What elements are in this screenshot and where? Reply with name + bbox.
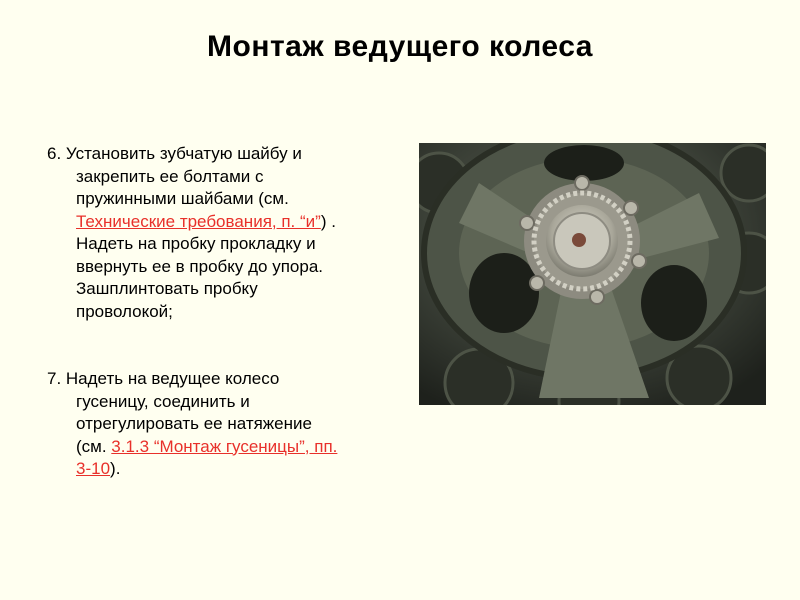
step-6-line-3: пружинными шайбами (см. (76, 189, 289, 208)
step-6-number: 6. (47, 144, 66, 163)
step-7-line-1: 7. Надеть на ведущее колесо (47, 369, 280, 388)
track-assembly-link[interactable]: 3.1.3 “Монтаж гусеницы”, пп. (111, 436, 338, 456)
step-6-line-2: закрепить ее болтами с (76, 166, 264, 186)
step-7-line-2: гусеницу, соединить и (76, 391, 250, 411)
step-6-link-line: Технические требования, п. “и”) . (76, 211, 336, 231)
sprocket-wheel-photo (419, 143, 766, 405)
step-7-number: 7. (47, 369, 66, 388)
step-7 (47, 368, 402, 481)
instruction-list (47, 143, 402, 481)
sprocket-wheel-icon (419, 143, 766, 405)
slide-title: Монтаж ведущего колеса (207, 30, 593, 63)
step-6-line-6: ввернуть ее в пробку до упора. (76, 256, 324, 276)
step-6-line-1: 6. Установить зубчатую шайбу и (47, 144, 302, 163)
step-7-line-3: отрегулировать ее натяжение (76, 414, 312, 433)
step-6-line-8: проволокой; (76, 301, 173, 321)
tech-requirements-link[interactable]: Технические требования, п. “и” (76, 211, 321, 231)
step-6 (47, 143, 402, 323)
track-assembly-link-cont[interactable]: 3-10 (76, 459, 111, 478)
step-7-link-line: (см. 3.1.3 “Монтаж гусеницы”, пп. (76, 436, 338, 456)
step-7-line-5: 3-10). (76, 459, 121, 478)
step-6-line-5: Надеть на пробку прокладку и (76, 234, 316, 253)
step-6-line-7: Зашплинтовать пробку (76, 279, 258, 298)
